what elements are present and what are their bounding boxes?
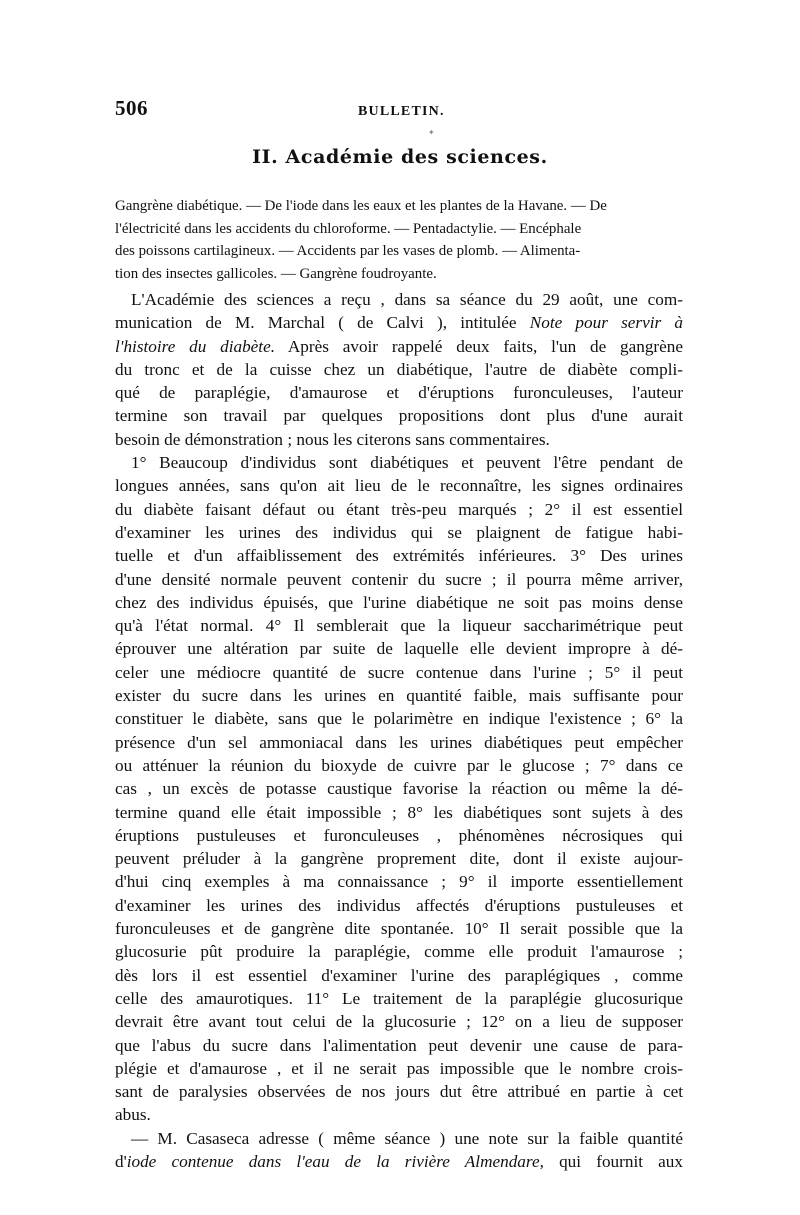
italic-title-fragment: l'histoire du diabète. [115,336,276,356]
paragraph-line: éruptions pustuleuses et furonculeuses , phénomènes nécrosiques qui [115,825,683,845]
paragraph-line: d'une densité normale peuvent contenir du sucre ; il pourra même arriver, [115,569,683,589]
paragraph-line: L'Académie des sciences a reçu , dans sa séance du 29 août, une com- [131,290,683,309]
running-head: BULLETIN. [358,104,445,119]
paragraph-line: sant de paralysies observées de nos jours dut être attribué en partie à cet [115,1082,683,1102]
summary-line: des poissons cartilagineux. — Accidents par les vases de plomb. — Alimenta- [115,243,581,260]
paragraph-line: que l'abus du sucre dans l'alimentation peut devenir une cause de para- [115,1035,683,1055]
paragraph-line: 1° Beaucoup d'individus sont diabétiques et peuvent l'être pendant de [131,453,683,473]
paragraph-line: qué de paraplégie, d'amaurose et d'éruptions furonculeuses, l'auteur [115,383,683,403]
paragraph-line [115,335,683,358]
paragraph-fragment: d' [115,1151,127,1171]
page-header [115,96,685,126]
paragraph-line: tuelle et d'un affaiblissement des extrémités inférieures. 3° Des urines [115,546,683,566]
paragraph-fragment: Après avoir rappelé deux faits, l'un de gangrène [275,336,683,356]
paragraph-line: dès lors il est essentiel d'examiner l'urine des paraplégiques , comme [115,965,683,985]
paragraph-line: d'examiner les urines des individus qui se plaignent de fatigue habi- [115,522,683,542]
paragraph-line: chez des individus épuisés, que l'urine diabétique ne soit pas moins dense [115,592,683,612]
paragraph-line: furonculeuses et de gangrène dite spontanée. 10° Il serait possible que la [115,919,683,939]
paragraph-fragment: , qui fournit aux [539,1151,683,1171]
paragraph-line: exister du sucre dans les urines en quantité faible, mais suffisante pour [115,686,683,706]
paragraph-line: termine son travail par quelques propositions dont plus d'une aurait [115,406,683,426]
paragraph-line: d'hui cinq exemples à ma connaissance ; 9° il importe essentiellement [115,872,683,892]
paragraph-line: du diabète faisant défaut ou étant très-peu marqués ; 2° il est essentiel [115,499,683,519]
paragraph-line: ou atténuer la réunion du bioxyde de cuivre par le glucose ; 7° dans ce [115,755,683,775]
paragraph-line: qu'à l'état normal. 4° Il semblerait que la liqueur saccharimétrique peut [115,616,683,636]
paragraph-line: celle des amaurotiques. 11° Le traitement de la paraplégie glucosurique [115,988,683,1008]
summary-line: l'électricité dans les accidents du chloroforme. — Pentadactylie. — Encéphale [115,220,582,237]
paragraph-line: termine quand elle était impossible ; 8° les diabétiques sont sujets à des [115,802,683,822]
paragraph-line: glucosurie pût produire la paraplégie, comme elle produit l'amaurose ; [115,942,683,962]
body-text [115,288,683,1173]
paragraph-line: du tronc et de la cuisse chez un diabétique, l'autre de diabète compli- [115,359,683,379]
paragraph-line: — M. Casaseca adresse ( même séance ) une note sur la faible quantité [131,1128,683,1148]
paragraph-line: abus. [115,1105,151,1125]
paragraph-line: éprouver une altération par suite de laquelle elle devient impropre à dé- [115,639,683,659]
section-summary [115,195,683,285]
paragraph-line: d'examiner les urines des individus affectés d'éruptions pustuleuses et [115,895,683,915]
paragraph-line [115,311,683,334]
summary-line: Gangrène diabétique. — De l'iode dans les eaux et les plantes de la Havane. — De [115,198,607,214]
paragraph-line: longues années, sans qu'on ait lieu de le reconnaître, les signes ordinaires [115,476,683,496]
section-title: II. Académie des sciences. [252,146,548,168]
paragraph-line: constituer le diabète, sans que le polarimètre en indique l'existence ; 6° la [115,709,683,729]
paragraph-line: besoin de démonstration ; nous les citerons sans commentaires. [115,429,550,449]
paragraph-line: peuvent préluder à la gangrène proprement dite, dont il existe aujour- [115,849,683,869]
page-number: 506 [115,96,148,120]
paragraph-line: cas , un excès de potasse caustique favorise la réaction ou même la dé- [115,779,683,799]
paragraph-line: plégie et d'amaurose , et il ne serait pas impossible que le nombre crois- [115,1058,683,1078]
paragraph-line: devrait être avant tout celui de la glucosurie ; 12° on a lieu de supposer [115,1012,683,1032]
paragraph-line: présence d'un sel ammoniacal dans les urines diabétiques peut empêcher [115,732,683,752]
italic-title-fragment: Note pour servir à [529,313,684,333]
paragraph-line [115,1150,683,1173]
italic-title-fragment: iode contenue dans l'eau de la rivière Almendare [126,1151,540,1171]
ornament-icon: ✦ [428,128,435,137]
paragraph-fragment: munication de M. Marchal ( de Calvi ), intitulée [115,313,530,333]
summary-line: tion des insectes gallicoles. — Gangrène foudroyante. [115,265,437,282]
paragraph-line: celer une médiocre quantité de sucre contenue dans l'urine ; 5° il peut [115,662,683,682]
